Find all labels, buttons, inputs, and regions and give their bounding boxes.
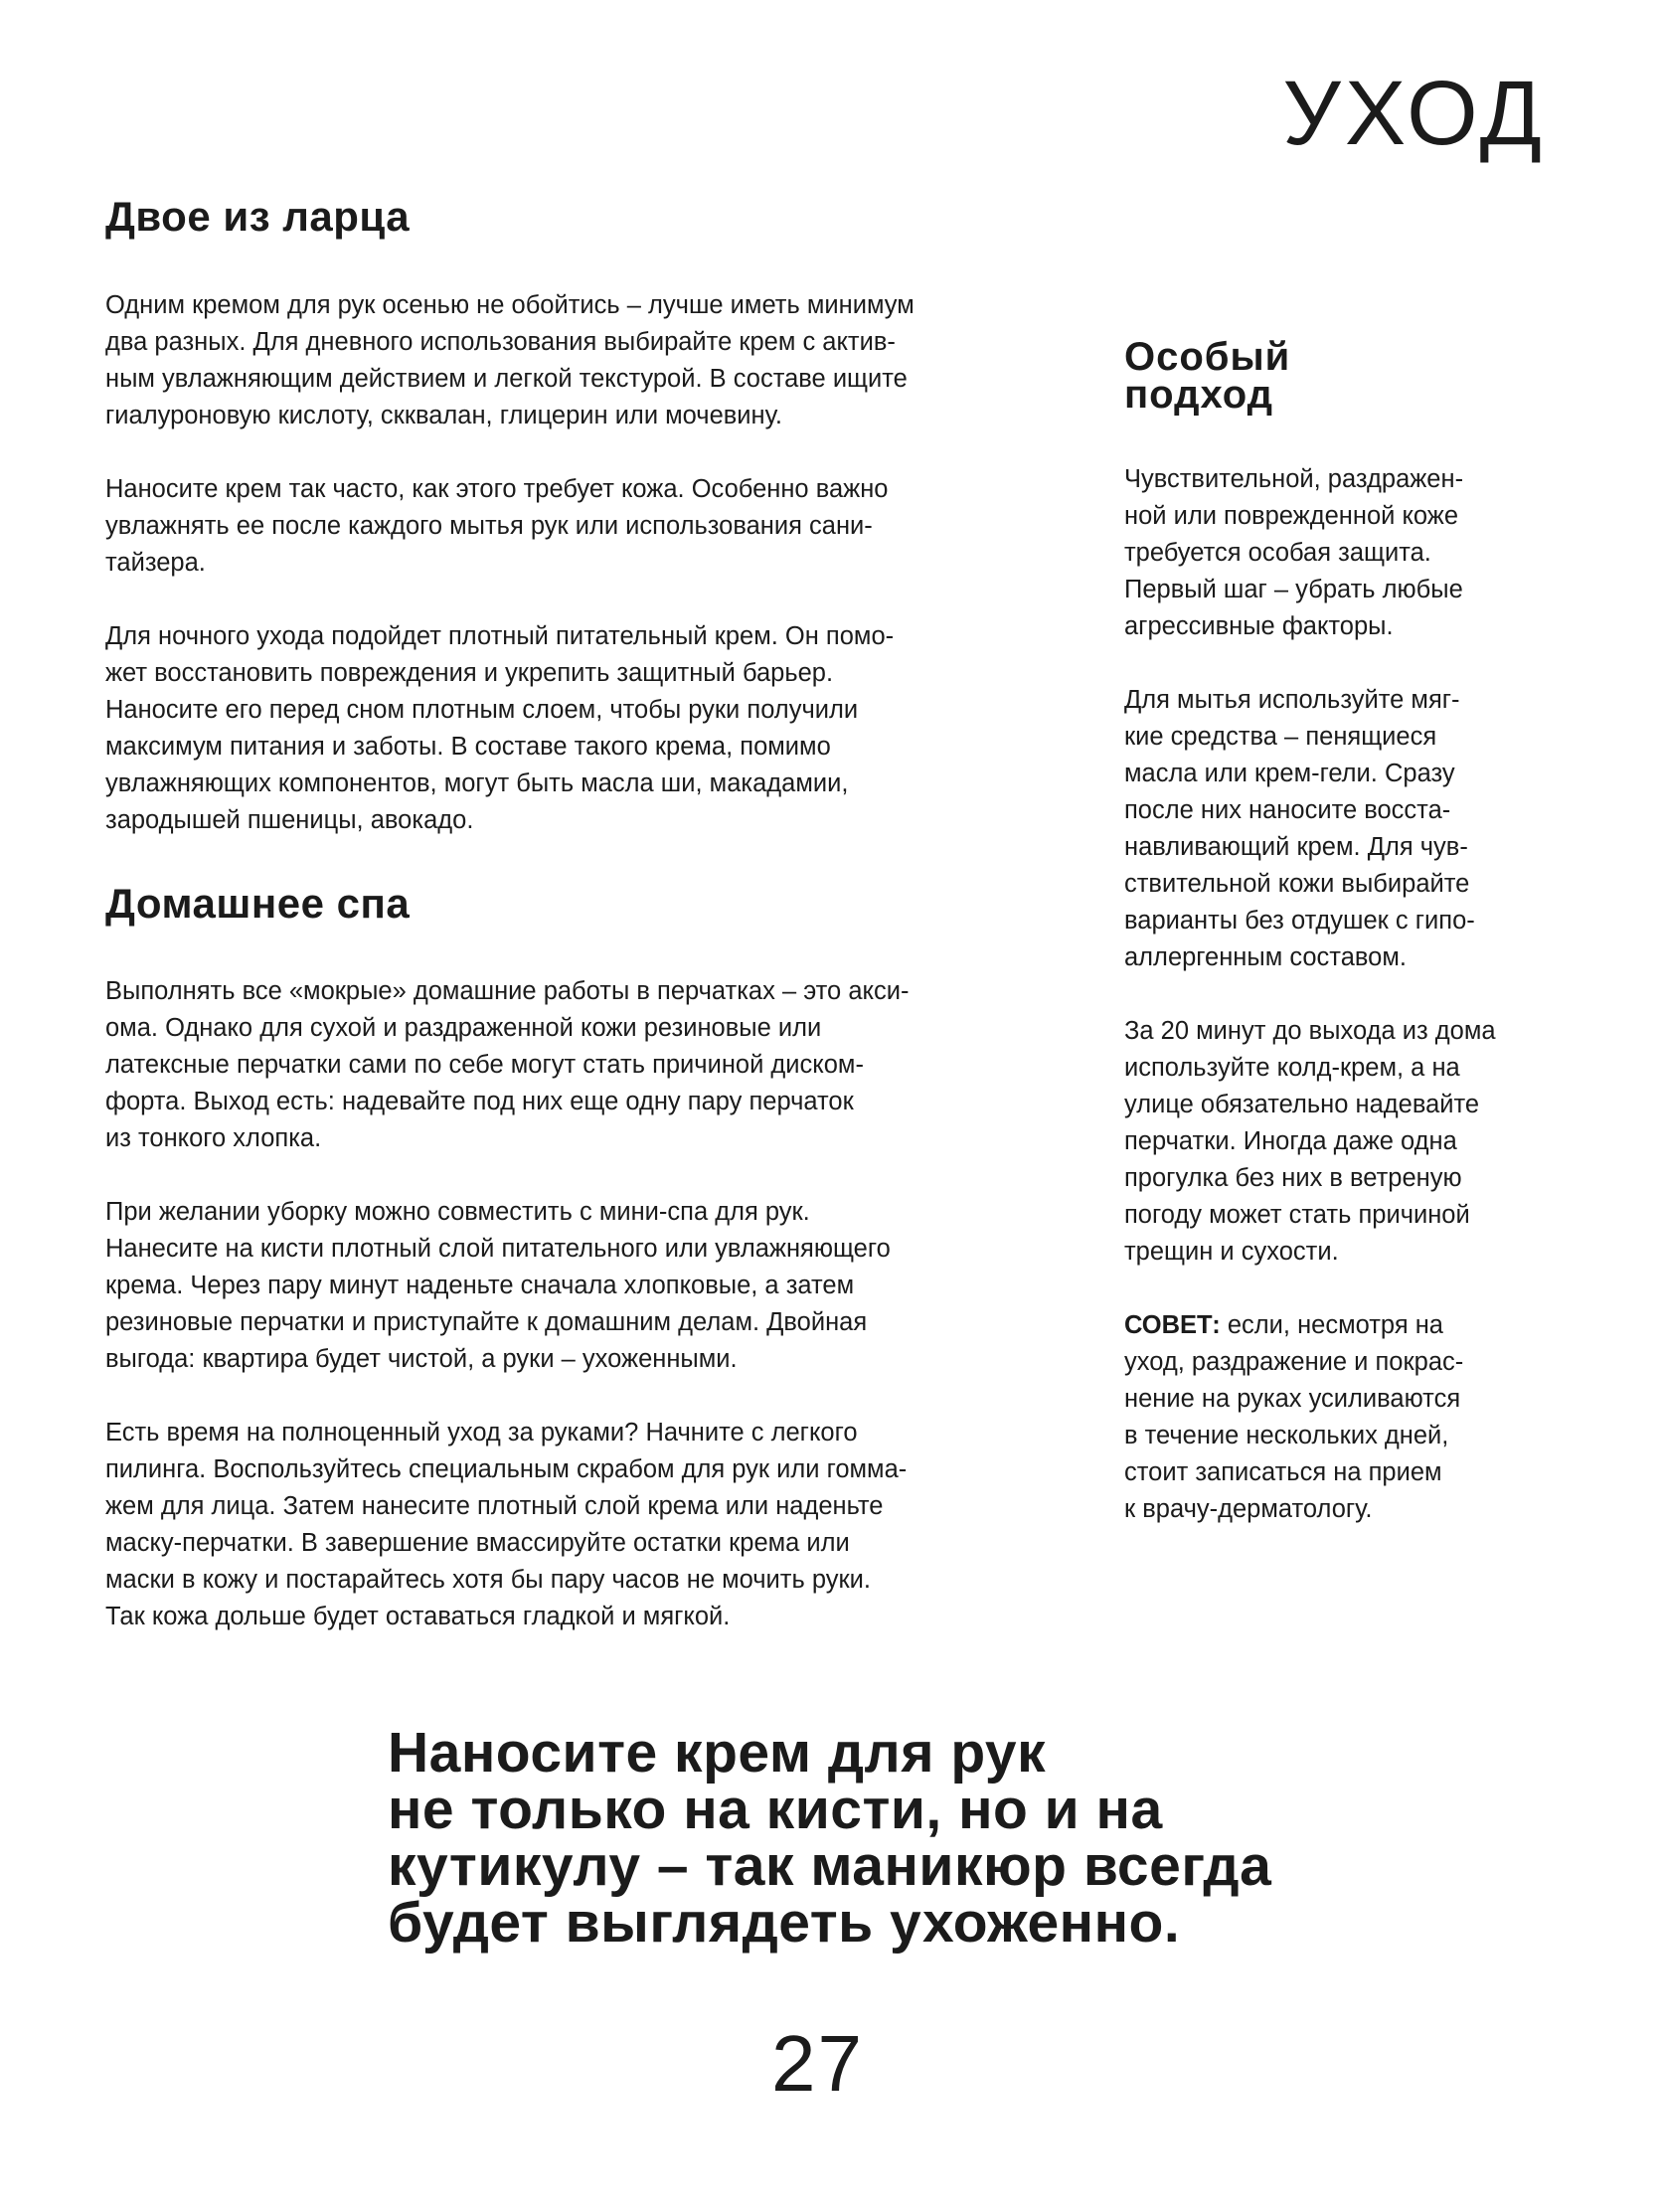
text-line: используйте колд-крем, а на xyxy=(1124,1054,1460,1082)
text-line: масла или крем-гели. Сразу xyxy=(1124,760,1455,787)
text-line xyxy=(1124,1307,1601,1344)
text-line: латексные перчатки сами по себе могут стать причиной диском- xyxy=(105,1051,864,1079)
quote-line: кутикулу – так маникюр всегда xyxy=(388,1834,1272,1898)
text-line: ной или поврежденной коже xyxy=(1124,502,1459,530)
text-line: Так кожа дольше будет оставаться гладкой и мягкой. xyxy=(105,1603,731,1630)
text-line: жем для лица. Затем нанесите плотный слой крема или наденьте xyxy=(105,1492,884,1520)
text-line: Выполнять все «мокрые» домашние работы в перчатках – это акси- xyxy=(105,977,910,1005)
text-line: улице обязательно надевайте xyxy=(1124,1091,1480,1118)
text-line: кие средства – пенящиеся xyxy=(1124,723,1437,751)
text-line: к врачу-дерматологу. xyxy=(1124,1495,1373,1523)
text-line: резиновые перчатки и приступайте к домашним делам. Двойная xyxy=(105,1308,868,1336)
text-line: из тонкого хлопка. xyxy=(105,1124,322,1152)
text-line: нение на руках усиливаются xyxy=(1124,1385,1461,1413)
text-line: Нанесите на кисти плотный слой питательного или увлажняющего xyxy=(105,1235,891,1263)
tip-label: СОВЕТ: xyxy=(1124,1311,1221,1339)
text-line: выгода: квартира будет чистой, а руки – ухоженными. xyxy=(105,1345,738,1373)
heading-line: подход xyxy=(1124,373,1274,417)
paragraph xyxy=(1124,1013,1601,1271)
text-line: увлажнять ее после каждого мытья рук или использования сани- xyxy=(105,512,873,540)
text-line: Одним кремом для рук осенью не обойтись – лучше иметь минимум xyxy=(105,291,915,319)
left-column xyxy=(105,189,1060,1672)
text-line: после них наносите восста- xyxy=(1124,796,1451,824)
tip-text: если, несмотря на xyxy=(1220,1311,1443,1339)
paragraph xyxy=(1124,461,1601,645)
text-line: перчатки. Иногда даже одна xyxy=(1124,1127,1457,1155)
text-line: При желании уборку можно совместить с мини-спа для рук. xyxy=(105,1198,810,1226)
text-line: в течение нескольких дней, xyxy=(1124,1422,1449,1449)
paragraph xyxy=(105,1194,1060,1378)
quote-line: не только на кисти, но и на xyxy=(388,1778,1163,1841)
text-line: трещин и сухости. xyxy=(1124,1238,1339,1266)
page-number: 27 xyxy=(771,2019,864,2108)
text-line: Чувствительной, раздражен- xyxy=(1124,465,1464,493)
text-line: пилинга. Воспользуйтесь специальным скрабом для рук или гомма- xyxy=(105,1455,908,1483)
pull-quote xyxy=(388,1721,1272,1955)
text-line: маску-перчатки. В завершение вмассируйте остатки крема или xyxy=(105,1529,850,1557)
text-line: гиалуроновую кислоту, скквалан, глицерин или мочевину. xyxy=(105,402,782,429)
paragraph xyxy=(105,1415,1060,1635)
text-line: стоит записаться на прием xyxy=(1124,1458,1442,1486)
heading-osobyi-podhod xyxy=(1124,335,1601,417)
text-line: ным увлажняющим действием и легкой текстурой. В составе ищите xyxy=(105,365,908,393)
text-line: тайзера. xyxy=(105,549,206,577)
text-line: ома. Однако для сухой и раздраженной кожи резиновые или xyxy=(105,1014,822,1042)
text-line: уход, раздражение и покрас- xyxy=(1124,1348,1464,1376)
quote-line: будет выглядеть ухоженно. xyxy=(388,1891,1181,1955)
text-line: маски в кожу и постарайтесь хотя бы пару часов не мочить руки. xyxy=(105,1566,871,1594)
text-line: Для ночного ухода подойдет плотный питательный крем. Он помо- xyxy=(105,622,895,650)
text-line: агрессивные факторы. xyxy=(1124,612,1394,640)
text-line: зародышей пшеницы, авокадо. xyxy=(105,806,474,834)
text-line: два разных. Для дневного использования выбирайте крем с актив- xyxy=(105,328,896,356)
text-line: варианты без отдушек с гипо- xyxy=(1124,907,1475,935)
text-line: крема. Через пару минут наденьте сначала хлопковые, а затем xyxy=(105,1272,855,1299)
section-tag: УХОД xyxy=(1282,63,1546,164)
text-line: требуется особая защита. xyxy=(1124,539,1431,567)
paragraph xyxy=(105,618,1060,839)
paragraphs-group xyxy=(1124,461,1601,1271)
text-line: аллергенным составом. xyxy=(1124,943,1407,971)
text-line: Для мытья используйте мяг- xyxy=(1124,686,1460,714)
right-column xyxy=(1124,335,1601,1565)
text-line: Есть время на полноценный уход за руками? Начните с легкого xyxy=(105,1419,858,1446)
text-line: Наносите крем так часто, как этого требует кожа. Особенно важно xyxy=(105,475,889,503)
text-line: форта. Выход есть: надевайте под них еще одну пару перчаток xyxy=(105,1088,854,1115)
heading-domashnee-spa: Домашнее спа xyxy=(105,880,411,927)
text-line: максимум питания и заботы. В составе такого крема, помимо xyxy=(105,733,831,761)
text-line: За 20 минут до выхода из дома xyxy=(1124,1017,1496,1045)
text-line: увлажняющих компонентов, могут быть масла ши, макадамии, xyxy=(105,769,849,797)
paragraph xyxy=(105,471,1060,582)
quote-line: Наносите крем для рук xyxy=(388,1721,1047,1785)
paragraphs-group-1 xyxy=(105,287,1060,839)
heading-dvoe-iz-larca: Двое из ларца xyxy=(105,193,411,240)
text-line: погоду может стать причиной xyxy=(1124,1201,1470,1229)
paragraph xyxy=(105,287,1060,434)
text-line: Первый шаг – убрать любые xyxy=(1124,576,1463,603)
text-line: прогулка без них в ветреную xyxy=(1124,1164,1462,1192)
paragraph xyxy=(105,973,1060,1157)
tip-paragraph xyxy=(1124,1307,1601,1528)
paragraphs-group-2 xyxy=(105,973,1060,1635)
text-line: навливающий крем. Для чув- xyxy=(1124,833,1468,861)
text-line: ствительной кожи выбирайте xyxy=(1124,870,1470,898)
paragraph xyxy=(1124,682,1601,976)
text-line: жет восстановить повреждения и укрепить защитный барьер. xyxy=(105,659,834,687)
text-line: Наносите его перед сном плотным слоем, чтобы руки получили xyxy=(105,696,859,724)
heading-line: Особый xyxy=(1124,335,1291,379)
